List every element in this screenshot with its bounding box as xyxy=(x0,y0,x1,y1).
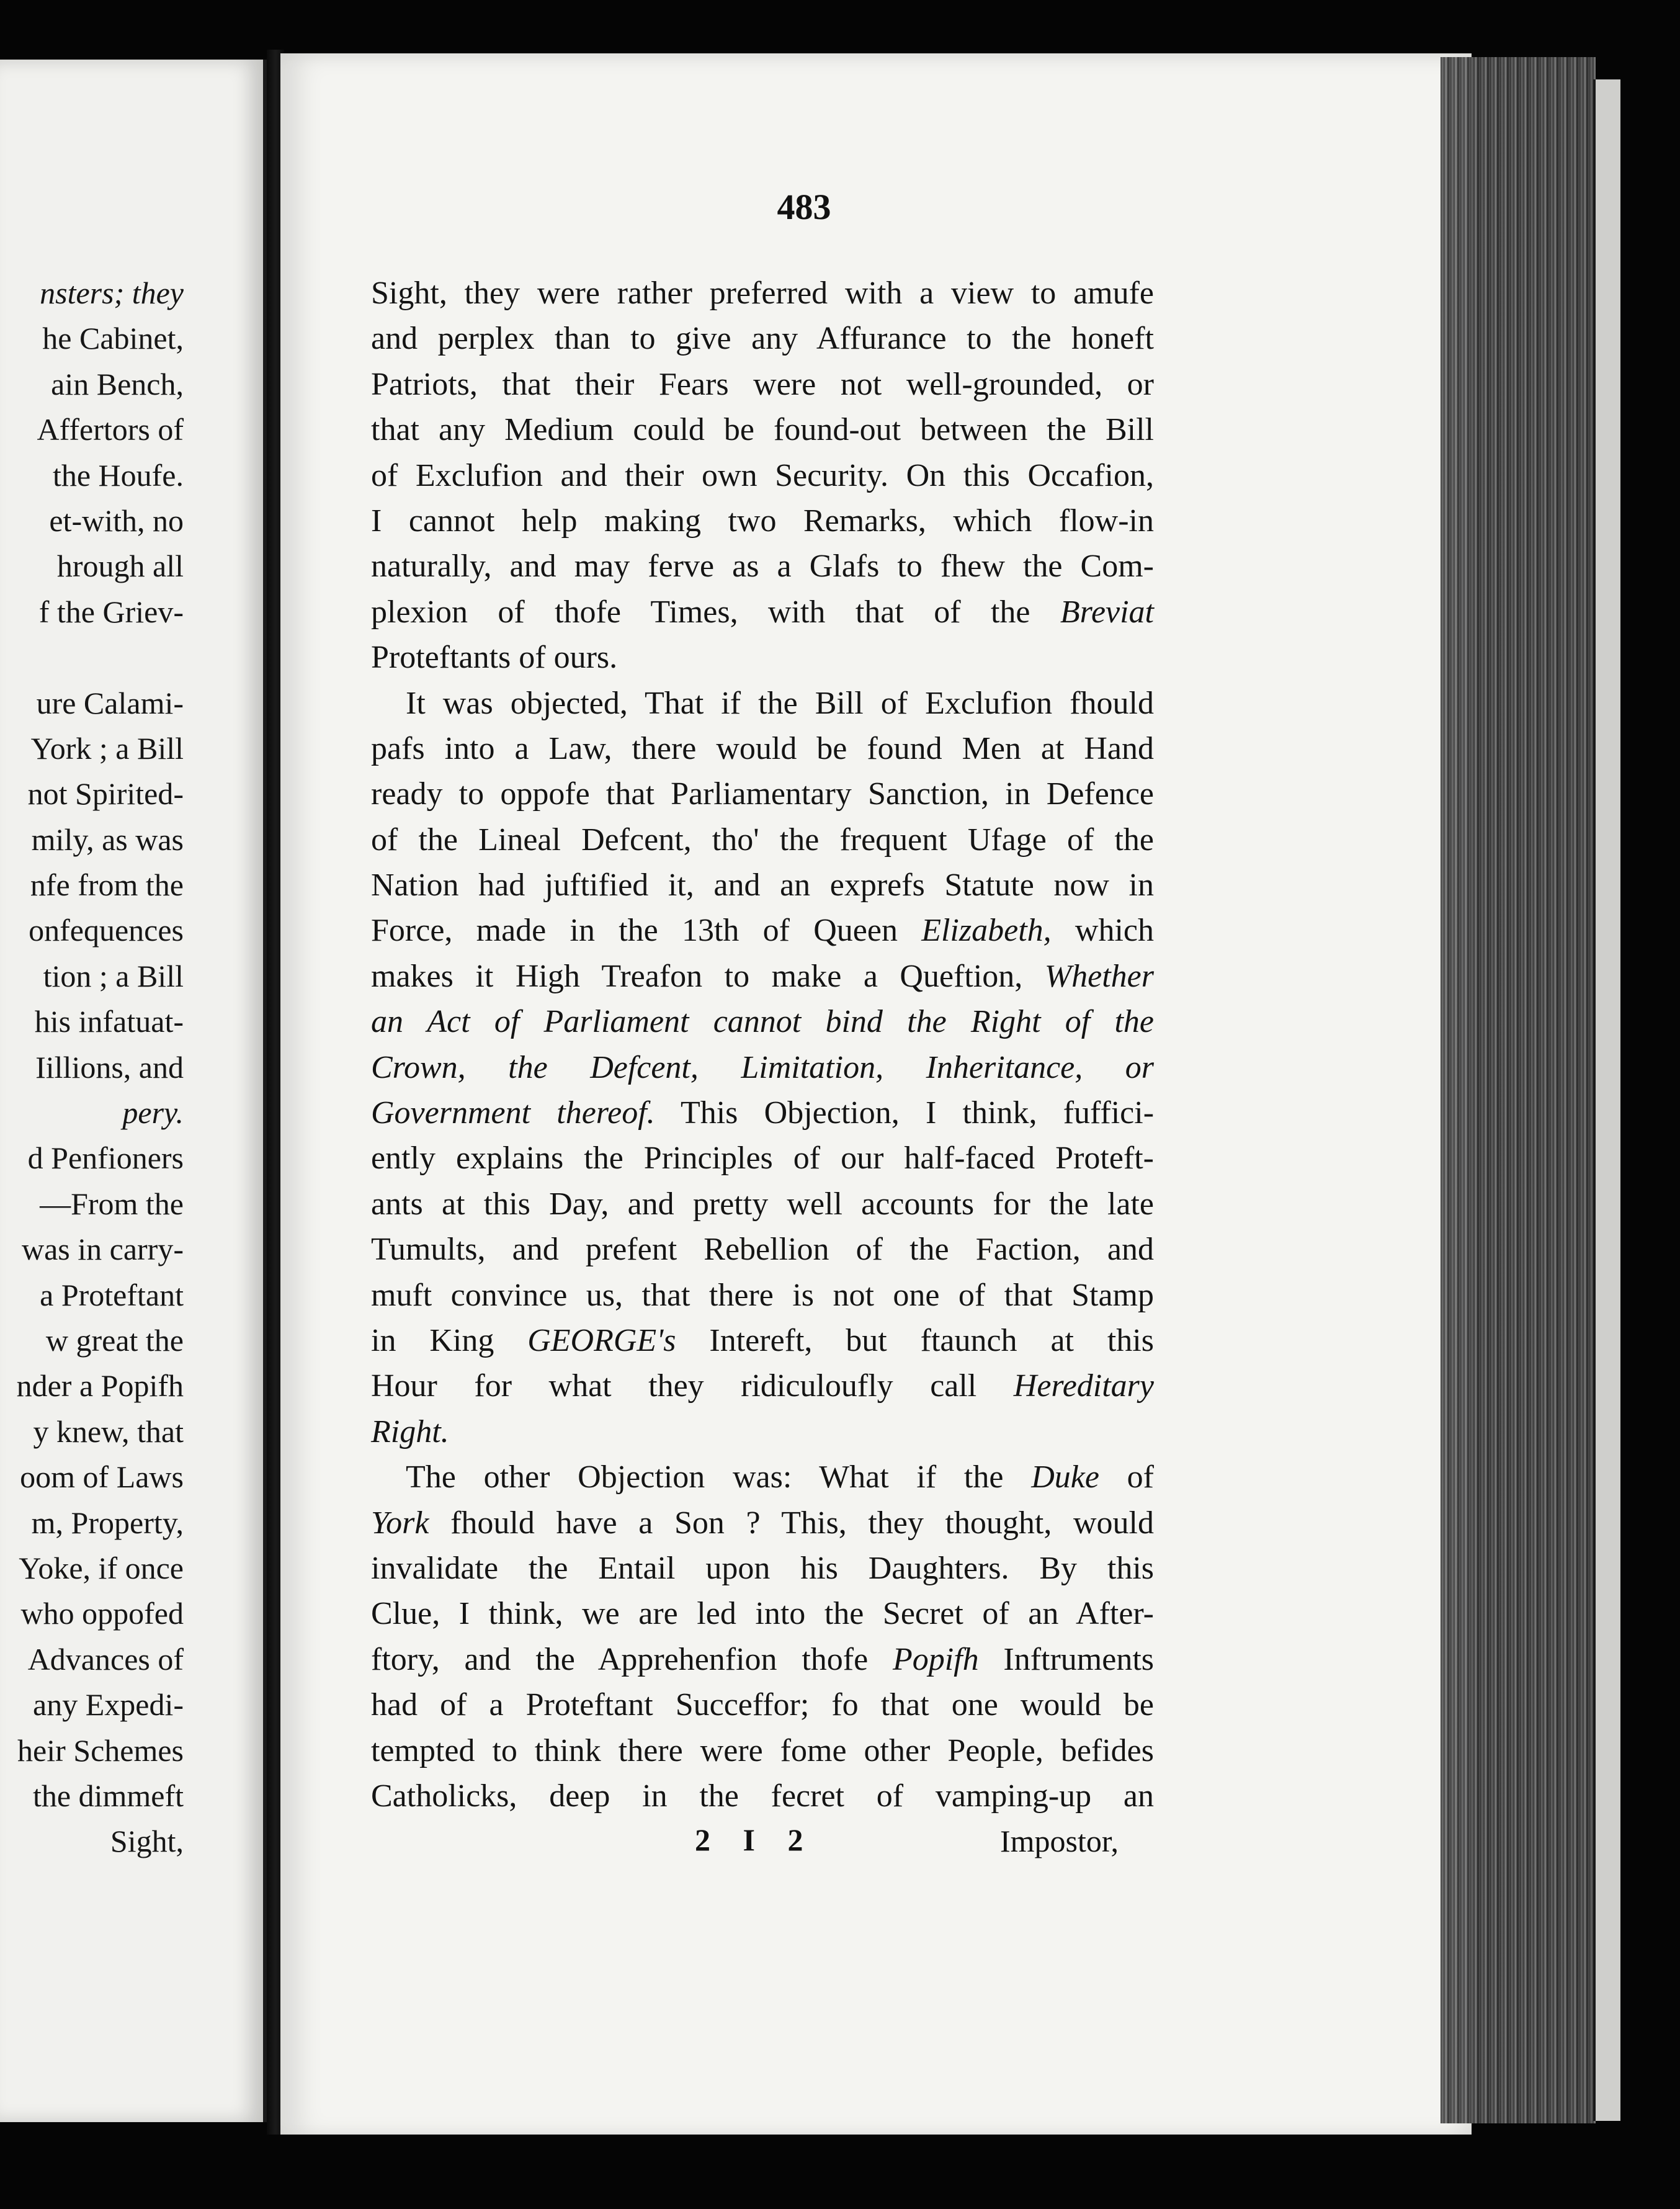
text-segment: Hour for what they ridiculoufly call xyxy=(371,1368,1014,1404)
text-line xyxy=(371,271,1154,316)
left-line: who oppofed xyxy=(20,1596,184,1631)
text-line xyxy=(371,1454,1154,1500)
text-segment: Sight, they were rather preferred with a view to amufe xyxy=(371,276,1154,311)
text-segment: Force, made in the 13th of Queen xyxy=(371,913,922,949)
text-segment: which xyxy=(1051,913,1154,949)
left-line xyxy=(17,635,184,680)
text-segment: I cannot help making two Remarks, which flow-in xyxy=(371,503,1154,539)
left-line: heir Schemes xyxy=(17,1732,184,1768)
left-line: mily, as was xyxy=(31,822,184,857)
left-line: onfequences xyxy=(29,913,184,948)
text-line xyxy=(371,1637,1154,1682)
left-line: d Penfioners xyxy=(27,1140,184,1176)
text-line xyxy=(371,362,1154,407)
text-segment: Elizabeth, xyxy=(921,913,1052,949)
text-segment: Clue, I think, we are led into the Secret of an After- xyxy=(371,1596,1154,1632)
left-page-text xyxy=(17,271,184,1865)
left-line: y knew, that xyxy=(33,1414,184,1449)
text-line xyxy=(371,1773,1154,1819)
text-segment: Popifh xyxy=(892,1641,979,1677)
text-line xyxy=(371,999,1154,1044)
scan-background xyxy=(0,2135,1680,2209)
text-segment: Intereft, but ftaunch at this xyxy=(676,1322,1154,1358)
text-line xyxy=(371,1227,1154,1272)
text-line xyxy=(371,908,1154,953)
left-line: his infatuat- xyxy=(34,1004,184,1039)
signature-mark: 2 I 2 xyxy=(695,1822,816,1857)
text-segment: plexion of thofe Times, with that of the xyxy=(371,594,1060,630)
text-segment: ftory, and the Apprehenfion thofe xyxy=(371,1641,893,1677)
text-line xyxy=(371,771,1154,817)
left-line: Yoke, if once xyxy=(19,1550,184,1585)
text-segment: ready to oppofe that Parliamentary Sanction, in Defence xyxy=(371,776,1154,812)
left-line: ain Bench, xyxy=(51,366,184,401)
page-number: 483 xyxy=(777,187,831,227)
text-segment: naturally, and may ferve as a Glafs to fhew the Com- xyxy=(371,549,1154,585)
text-line xyxy=(371,453,1154,498)
text-segment: an Act of Parliament cannot bind the Right of the xyxy=(371,1004,1154,1040)
text-line xyxy=(371,1090,1154,1136)
text-segment: Inftruments xyxy=(978,1641,1155,1677)
text-segment: had of a Proteftant Succeffor; fo that one would be xyxy=(371,1687,1154,1723)
text-segment: muft convince us, that there is not one of that Stamp xyxy=(371,1277,1154,1313)
text-segment: and perplex than to give any Affurance to the honeft xyxy=(371,321,1154,357)
text-line xyxy=(371,1409,1154,1454)
left-line: nfe from the xyxy=(30,867,184,903)
text-segment: Breviat xyxy=(1060,594,1154,630)
left-line: oom of Laws xyxy=(20,1459,184,1495)
left-line: he Cabinet, xyxy=(42,321,184,356)
left-line: York ; a Bill xyxy=(30,730,184,766)
text-line xyxy=(371,1682,1154,1727)
text-segment: makes it High Treafon to make a Queftion, xyxy=(371,958,1045,994)
text-segment: Hereditary xyxy=(1013,1368,1154,1404)
body-text xyxy=(371,271,1154,1819)
text-segment: of Exclufion and their own Security. On this Occafion, xyxy=(371,457,1154,493)
text-segment: Catholicks, deep in the fecret of vamping-up an xyxy=(371,1778,1154,1814)
text-line xyxy=(371,1363,1154,1409)
text-segment: Whether xyxy=(1044,958,1154,994)
left-line: was in carry- xyxy=(22,1232,184,1267)
left-line: —From the xyxy=(40,1186,184,1221)
left-line: pery. xyxy=(122,1095,184,1131)
text-segment: fhould have a Son ? This, they thought, would xyxy=(429,1505,1154,1541)
left-line: nder a Popifh xyxy=(16,1368,184,1404)
text-line xyxy=(371,544,1154,589)
text-line xyxy=(371,1728,1154,1773)
text-segment: Proteftants of ours. xyxy=(371,640,618,676)
text-line xyxy=(371,817,1154,863)
text-segment: ants at this Day, and pretty well accounts for the late xyxy=(371,1186,1154,1222)
left-line: the Houfe. xyxy=(52,457,184,493)
text-segment: in King xyxy=(371,1322,528,1358)
text-line xyxy=(371,1591,1154,1636)
text-segment: Crown, the Defcent, Limitation, Inheritance, or xyxy=(371,1049,1154,1085)
left-line: hrough all xyxy=(56,549,184,584)
page-edges xyxy=(1441,57,1596,2123)
text-line xyxy=(371,681,1154,726)
left-line: m, Property, xyxy=(31,1505,184,1540)
text-line xyxy=(371,1318,1154,1363)
text-line xyxy=(371,407,1154,452)
text-segment: Nation had juftified it, and an exprefs Statute now in xyxy=(371,867,1154,903)
left-line: tion ; a Bill xyxy=(43,958,184,993)
text-segment: ently explains the Principles of our half-faced Proteft- xyxy=(371,1140,1154,1176)
text-line xyxy=(371,589,1154,635)
left-line: Advances of xyxy=(27,1641,184,1677)
left-line: ure Calami- xyxy=(36,685,184,720)
text-line xyxy=(371,1136,1154,1181)
text-segment: of xyxy=(1099,1459,1154,1495)
left-line: Iillions, and xyxy=(35,1049,184,1085)
left-line: et-with, no xyxy=(49,503,184,538)
text-line xyxy=(371,316,1154,361)
text-segment: tempted to think there were fome other People, befides xyxy=(371,1732,1154,1768)
text-segment: invalidate the Entail upon his Daughters. By this xyxy=(371,1550,1154,1586)
left-line: nsters; they xyxy=(40,276,184,310)
text-segment: Tumults, and prefent Rebellion of the Faction, and xyxy=(371,1232,1154,1268)
text-line xyxy=(371,1273,1154,1318)
left-line: the dimmeft xyxy=(33,1778,184,1813)
left-line: Sight, xyxy=(110,1824,184,1859)
text-segment: It was objected, That if the Bill of Exclufion fhould xyxy=(406,685,1154,721)
text-line xyxy=(371,1546,1154,1591)
text-line xyxy=(371,1500,1154,1546)
catchword: Impostor, xyxy=(1000,1824,1119,1858)
text-line xyxy=(371,635,1154,680)
left-page xyxy=(0,60,267,2122)
text-segment: GEORGE's xyxy=(527,1322,676,1358)
text-line xyxy=(371,498,1154,544)
text-segment: The other Objection was: What if the xyxy=(406,1459,1032,1495)
text-segment: York xyxy=(371,1505,429,1541)
left-line: f the Griev- xyxy=(38,594,184,629)
left-line: not Spirited- xyxy=(27,776,184,812)
text-segment: Government thereof. xyxy=(371,1095,655,1131)
left-line: w great the xyxy=(45,1322,184,1358)
text-segment: pafs into a Law, there would be found Men at Hand xyxy=(371,730,1154,766)
text-line xyxy=(371,863,1154,908)
text-segment: of the Lineal Defcent, tho' the frequent Ufage of the xyxy=(371,822,1154,858)
text-segment: Right. xyxy=(371,1414,449,1450)
text-line xyxy=(371,954,1154,999)
left-line: Affertors of xyxy=(37,412,184,447)
text-line xyxy=(371,726,1154,771)
text-segment: Patriots, that their Fears were not well-grounded, or xyxy=(371,366,1154,402)
back-cover-edge xyxy=(1593,79,1620,2121)
text-segment: Duke xyxy=(1031,1459,1099,1495)
text-line xyxy=(371,1181,1154,1227)
text-line xyxy=(371,1045,1154,1090)
left-line: any Expedi- xyxy=(33,1687,184,1723)
text-segment: This Objection, I think, fuffici- xyxy=(655,1095,1155,1131)
text-segment: that any Medium could be found-out between the Bill xyxy=(371,412,1154,448)
left-line: a Proteftant xyxy=(40,1277,184,1312)
